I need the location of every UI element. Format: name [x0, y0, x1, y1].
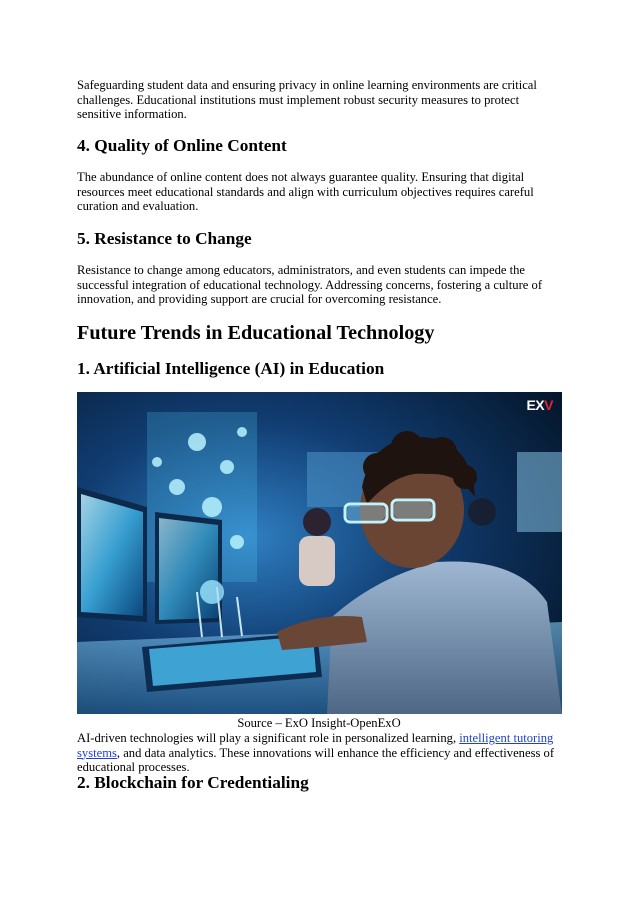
section-5-heading: 5. Resistance to Change	[77, 229, 252, 248]
section-4	[77, 136, 562, 156]
blockchain-heading: 2. Blockchain for Credentialing	[77, 773, 309, 792]
exo-logo-text: EX	[526, 397, 545, 413]
section-5-body	[77, 263, 562, 307]
ai-body-before-link: AI-driven technologies will play a significant role in personalized learning,	[77, 731, 460, 745]
section-4-text: The abundance of online content does not always guarantee quality. Ensuring that digital resources meet educational standards and align with curriculum objectives requires careful curation and evaluation.	[77, 170, 534, 214]
exo-logo-accent: V	[544, 397, 553, 413]
intro-paragraph	[77, 78, 562, 122]
exo-logo	[526, 397, 553, 413]
future-trends-title: Future Trends in Educational Technology	[77, 322, 435, 344]
ai-body-text	[77, 731, 562, 775]
ai-body	[77, 731, 562, 775]
section-5	[77, 229, 562, 249]
intelligent-tutoring-link[interactable]: intelligent tutoring systems	[77, 731, 554, 760]
figure-caption: Source – ExO Insight-OpenExO	[237, 716, 401, 730]
future-trends-title-block	[77, 321, 562, 345]
intro-text: Safeguarding student data and ensuring privacy in online learning environments are critical challenges. Educational institutions must implement robust security measures to protect sensitive information.	[77, 78, 537, 122]
ai-section	[77, 359, 562, 379]
section-5-text: Resistance to change among educators, administrators, and even students can impede the successful integration of educational technology. Addressing concerns, fostering a culture of innovation, and providing support are crucial for overcoming resistance.	[77, 263, 543, 307]
ai-education-image	[77, 392, 562, 714]
section-4-heading: 4. Quality of Online Content	[77, 136, 287, 155]
ai-education-illustration	[77, 392, 562, 714]
blockchain-section	[77, 773, 562, 793]
section-4-body	[77, 170, 562, 214]
ai-heading: 1. Artificial Intelligence (AI) in Education	[77, 359, 385, 378]
ai-body-after-link: , and data analytics. These innovations will enhance the efficiency and effectiveness of educational processes.	[77, 745, 555, 775]
